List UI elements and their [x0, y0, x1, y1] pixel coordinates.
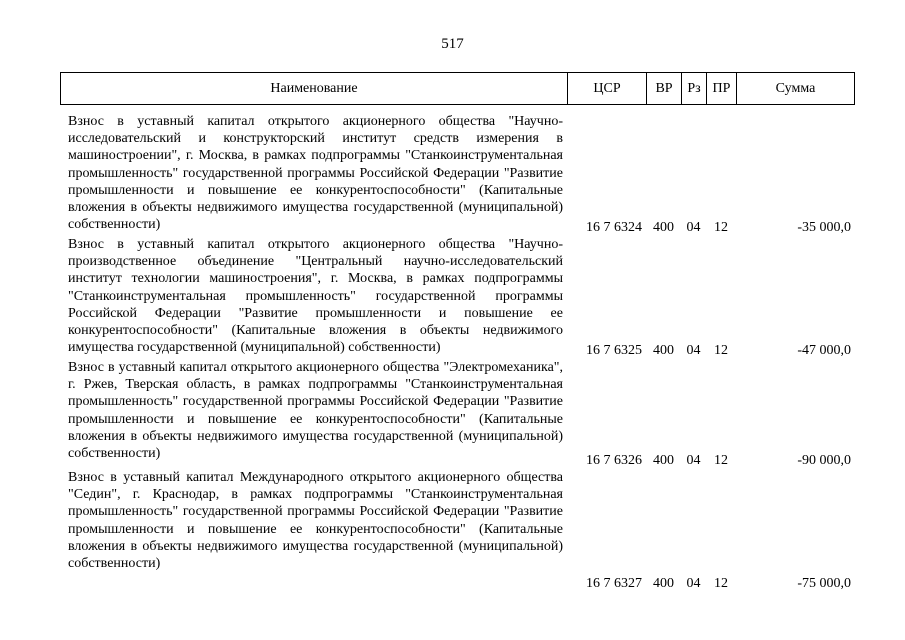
header-name: Наименование	[61, 73, 568, 104]
row-rz: 04	[686, 220, 701, 235]
row-rz: 04	[686, 453, 701, 468]
header-rz: Рз	[682, 73, 707, 104]
row-vr: 400	[653, 576, 674, 591]
table-header	[60, 72, 855, 105]
row-pr: 12	[714, 220, 728, 235]
row-name: Взнос в уставный капитал открытого акционерного общества "Научно-производственное объединение "Центральный научно-исследовательский институт технологии машиностроения", г. Москва, в рамках подпрограммы "Станкоинструментальная промышленность" государственной программы Российской Федерации "Развитие промышленности и повышение ее конкурентоспособности" (Капитальные вложения в объекты недвижимого имущества государственной (муниципальной) собственности)	[68, 237, 563, 356]
row-csr: 16 7 6325	[586, 343, 642, 358]
row-sum: -47 000,0	[797, 343, 851, 358]
row-vr: 400	[653, 343, 674, 358]
row-name: Взнос в уставный капитал открытого акционерного общества "Электромеханика", г. Ржев, Тверская область, в рамках подпрограммы "Станкоинструментальная промышленность" государственной программы Российской Федерации "Развитие промышленности и повышение ее конкурентоспособности" (Капитальные вложения в объекты недвижимого имущества государственной (муниципальной) собственности)	[68, 360, 563, 462]
header-vr: ВР	[647, 73, 682, 104]
row-csr: 16 7 6327	[586, 576, 642, 591]
header-sum: Сумма	[775, 80, 816, 96]
row-name: Взнос в уставный капитал открытого акционерного общества "Научно-исследовательский и конструкторский институт средств измерения в машиностроении", г. Москва, в рамках подпрограммы "Станкоинструментальная промышленность" государственной программы Российской Федерации "Развитие промышленности и повышение ее конкурентоспособности" (Капитальные вложения в объекты недвижимого имущества государственной (муниципальной) собственности)	[68, 114, 563, 233]
row-sum: -90 000,0	[797, 453, 851, 468]
row-csr: 16 7 6324	[586, 220, 642, 235]
row-pr: 12	[714, 576, 728, 591]
row-vr: 400	[653, 453, 674, 468]
row-csr: 16 7 6326	[586, 453, 642, 468]
table-row	[60, 359, 855, 469]
table-row	[60, 113, 855, 236]
row-pr: 12	[714, 453, 728, 468]
row-sum: -75 000,0	[797, 576, 851, 591]
table-row	[60, 469, 855, 592]
header-pr: ПР	[707, 73, 737, 104]
row-name: Взнос в уставный капитал Международного открытого акционерного общества "Седин", г. Краснодар, в рамках подпрограммы "Станкоинструментальная промышленность" государственной программы Российской Федерации "Развитие промышленности и повышение ее конкурентоспособности" (Капитальные вложения в объекты недвижимого имущества государственной (муниципальной) собственности)	[68, 470, 563, 572]
row-rz: 04	[686, 343, 701, 358]
row-vr: 400	[653, 220, 674, 235]
header-csr: ЦСР	[568, 73, 647, 104]
row-sum: -35 000,0	[797, 220, 851, 235]
row-pr: 12	[714, 343, 728, 358]
table-body	[60, 113, 855, 592]
page-number: 517	[441, 36, 464, 52]
row-rz: 04	[686, 576, 701, 591]
table-row	[60, 236, 855, 359]
